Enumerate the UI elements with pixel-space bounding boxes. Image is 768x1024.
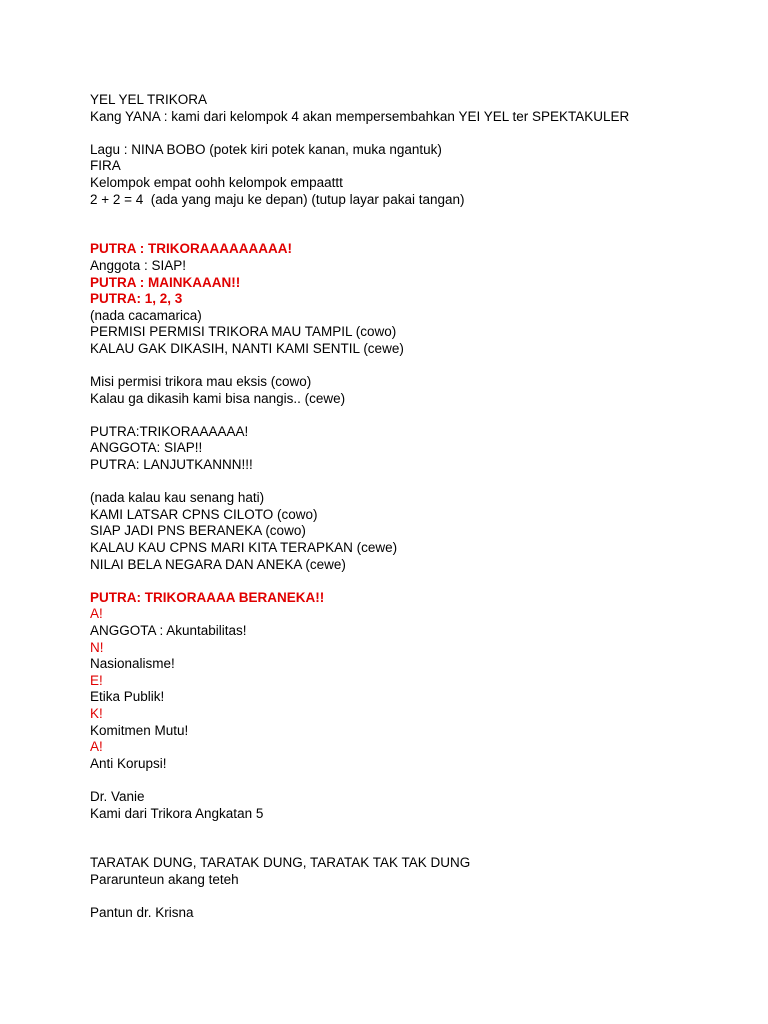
text-line: K!	[90, 705, 103, 721]
blank-line	[90, 225, 750, 242]
text-line: ANGGOTA : Akuntabilitas!	[90, 623, 247, 638]
text-line: Etika Publik!	[90, 689, 165, 705]
text-line: Nasionalisme!	[90, 656, 175, 672]
heading-line: PUTRA : TRIKORAAAAAAAAA!	[90, 241, 292, 257]
text-line: Pantun dr. Krisna	[90, 905, 194, 921]
text-line: Anggota : SIAP!	[90, 257, 187, 273]
text-line: (nada cacamarica)	[90, 307, 202, 323]
text-line: Kami dari Trikora Angkatan 5	[90, 805, 264, 821]
text-line: KALAU GAK DIKASIH, NANTI KAMI SENTIL (cewe)	[90, 340, 404, 356]
text-line: A!	[90, 606, 103, 622]
text-line: PUTRA:TRIKORAAAAAA!	[90, 423, 249, 439]
text-line: YEL YEL TRIKORA	[90, 92, 208, 107]
text-line: 2 + 2 = 4 (ada yang maju ke depan) (tutup layar pakai tangan)	[90, 191, 465, 207]
blank-line	[90, 208, 750, 225]
blank-line	[90, 772, 750, 789]
text-line: Lagu : NINA BOBO (potek kiri potek kanan, muka ngantuk)	[90, 141, 442, 157]
text-line: KAMI LATSAR CPNS CILOTO (cowo)	[90, 506, 318, 522]
text-line: Kalau ga dikasih kami bisa nangis.. (cewe)	[90, 390, 346, 406]
text-line: Kang YANA : kami dari kelompok 4 akan mempersembahkan YEI YEL ter SPEKTAKULER	[90, 108, 630, 124]
blank-line	[90, 573, 750, 590]
text-line: Komitmen Mutu!	[90, 722, 189, 738]
text-line: TARATAK DUNG, TARATAK DUNG, TARATAK TAK TAK DUNG	[90, 855, 471, 871]
blank-line	[90, 407, 750, 424]
text-line: PERMISI PERMISI TRIKORA MAU TAMPIL (cowo)	[90, 324, 397, 340]
text-line: KALAU KAU CPNS MARI KITA TERAPKAN (cewe)	[90, 540, 398, 556]
document-page	[90, 92, 750, 922]
text-line: Kelompok empat oohh kelompok empaattt	[90, 174, 343, 190]
heading-line: PUTRA : MAINKAAAN!!	[90, 274, 241, 290]
text-line: (nada kalau kau senang hati)	[90, 490, 265, 506]
heading-line: PUTRA: 1, 2, 3	[90, 291, 183, 307]
text-line: Misi permisi trikora mau eksis (cowo)	[90, 374, 312, 390]
text-line: Dr. Vanie	[90, 788, 145, 804]
text-line: E!	[90, 672, 103, 688]
text-line: ANGGOTA: SIAP!!	[90, 440, 203, 456]
blank-line	[90, 822, 750, 839]
text-line: PUTRA: LANJUTKANNN!!!	[90, 457, 253, 473]
text-line: N!	[90, 639, 104, 655]
blank-line	[90, 125, 750, 142]
blank-line	[90, 889, 750, 906]
text-line: Anti Korupsi!	[90, 755, 167, 771]
text-line: NILAI BELA NEGARA DAN ANEKA (cewe)	[90, 556, 346, 572]
text-line: FIRA	[90, 158, 121, 174]
heading-line: PUTRA: TRIKORAAAA BERANEKA!!	[90, 589, 325, 605]
text-line: SIAP JADI PNS BERANEKA (cowo)	[90, 523, 306, 539]
blank-line	[90, 839, 750, 856]
text-line: A!	[90, 739, 103, 755]
blank-line	[90, 474, 750, 491]
blank-line	[90, 358, 750, 375]
text-line: Pararunteun akang teteh	[90, 871, 239, 887]
